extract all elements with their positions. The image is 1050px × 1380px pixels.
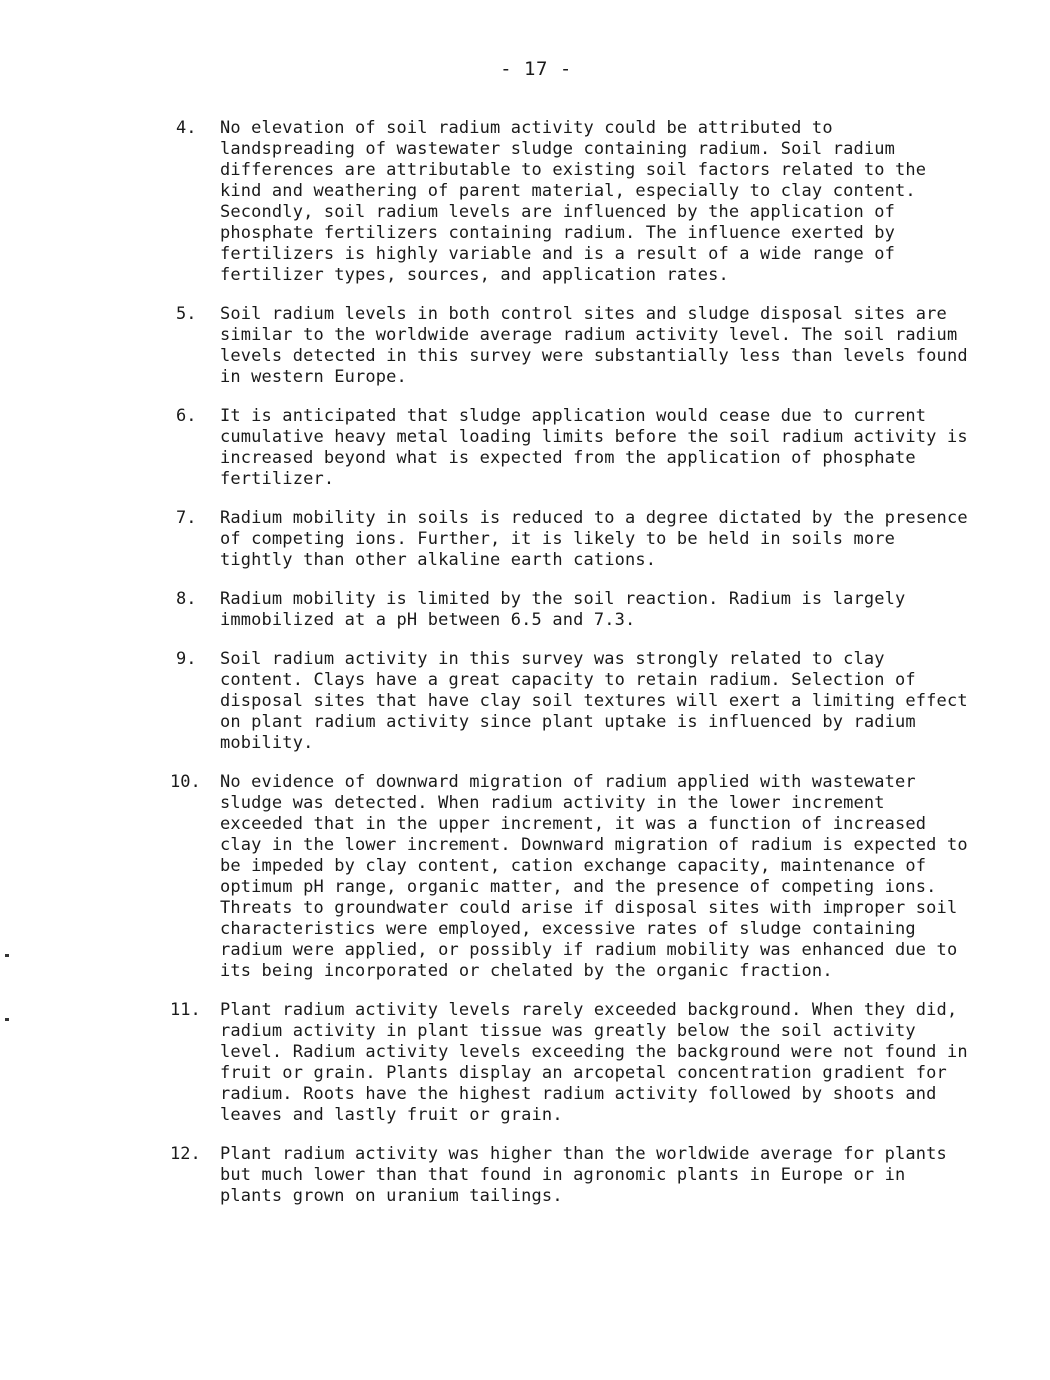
finding-item <box>172 649 972 754</box>
finding-text: Soil radium levels in both control sites and sludge disposal sites are similar to the worldwide average radium activity level. The soil radium levels detected in this survey were substantially less than levels found in western Europe. <box>220 304 968 387</box>
findings-list <box>172 118 972 1225</box>
finding-item <box>172 406 972 490</box>
finding-text: Radium mobility is limited by the soil reaction. Radium is largely immobilized at a pH between 6.5 and 7.3. <box>220 589 906 630</box>
finding-text: Radium mobility in soils is reduced to a degree dictated by the presence of competing ions. Further, it is likely to be held in soils more tightly than other alkaline earth cations. <box>220 508 968 570</box>
finding-text: No evidence of downward migration of radium applied with wastewater sludge was detected. When radium activity in the lower increment exceeded that in the upper increment, it was a function of increased clay in the lower increment. Downward migration of radium is expected to be impeded by clay content, cation exchange capacity, maintenance of optimum pH range, organic matter, and the presence of competing ions. Threats to groundwater could arise if disposal sites with improper soil characteristics were employed, excessive rates of sludge containing radium were applied, or possibly if radium mobility was enhanced due to its being incorporated or chelated by the organic fraction. <box>220 772 968 981</box>
scan-speck <box>5 1018 9 1021</box>
finding-text: It is anticipated that sludge application would cease due to current cumulative heavy metal loading limits before the soil radium activity is increased beyond what is expected from the application of phosphate fertilizer. <box>220 406 968 489</box>
finding-number: 6. <box>176 406 197 426</box>
finding-number: 5. <box>176 304 197 324</box>
scan-speck <box>5 954 9 957</box>
finding-number: 11. <box>170 1000 201 1020</box>
finding-text: Soil radium activity in this survey was strongly related to clay content. Clays have a great capacity to retain radium. Selection of disposal sites that have clay soil textures will exert a limiting effect on plant radium activity since plant uptake is influenced by radium mobility. <box>220 649 968 753</box>
finding-number: 7. <box>176 508 197 528</box>
finding-text: Plant radium activity was higher than the worldwide average for plants but much lower than that found in agronomic plants in Europe or in plants grown on uranium tailings. <box>220 1144 947 1206</box>
finding-number: 9. <box>176 649 197 669</box>
finding-item <box>172 772 972 982</box>
finding-item <box>172 118 972 286</box>
finding-item <box>172 304 972 388</box>
finding-text: Plant radium activity levels rarely exceeded background. When they did, radium activity in plant tissue was greatly below the soil activity level. Radium activity levels exceeding the background were not found in fruit or grain. Plants display an arcopetal concentration gradient for radium. Roots have the highest radium activity followed by shoots and leaves and lastly fruit or grain. <box>220 1000 968 1125</box>
finding-item <box>172 589 972 631</box>
finding-number: 10. <box>170 772 201 792</box>
finding-item <box>172 1144 972 1207</box>
finding-text: No elevation of soil radium activity could be attributed to landspreading of wastewater sludge containing radium. Soil radium differences are attributable to existing soil factors related to the kind and weathering of parent material, especially to clay content. Secondly, soil radium levels are influenced by the application of phosphate fertilizers containing radium. The influence exerted by fertilizers is highly variable and is a result of a wide range of fertilizer types, sources, and application rates. <box>220 118 927 285</box>
finding-item <box>172 508 972 571</box>
page-number: - 17 - <box>500 58 572 80</box>
finding-number: 8. <box>176 589 197 609</box>
finding-number: 4. <box>176 118 197 138</box>
finding-item <box>172 1000 972 1126</box>
finding-number: 12. <box>170 1144 201 1164</box>
